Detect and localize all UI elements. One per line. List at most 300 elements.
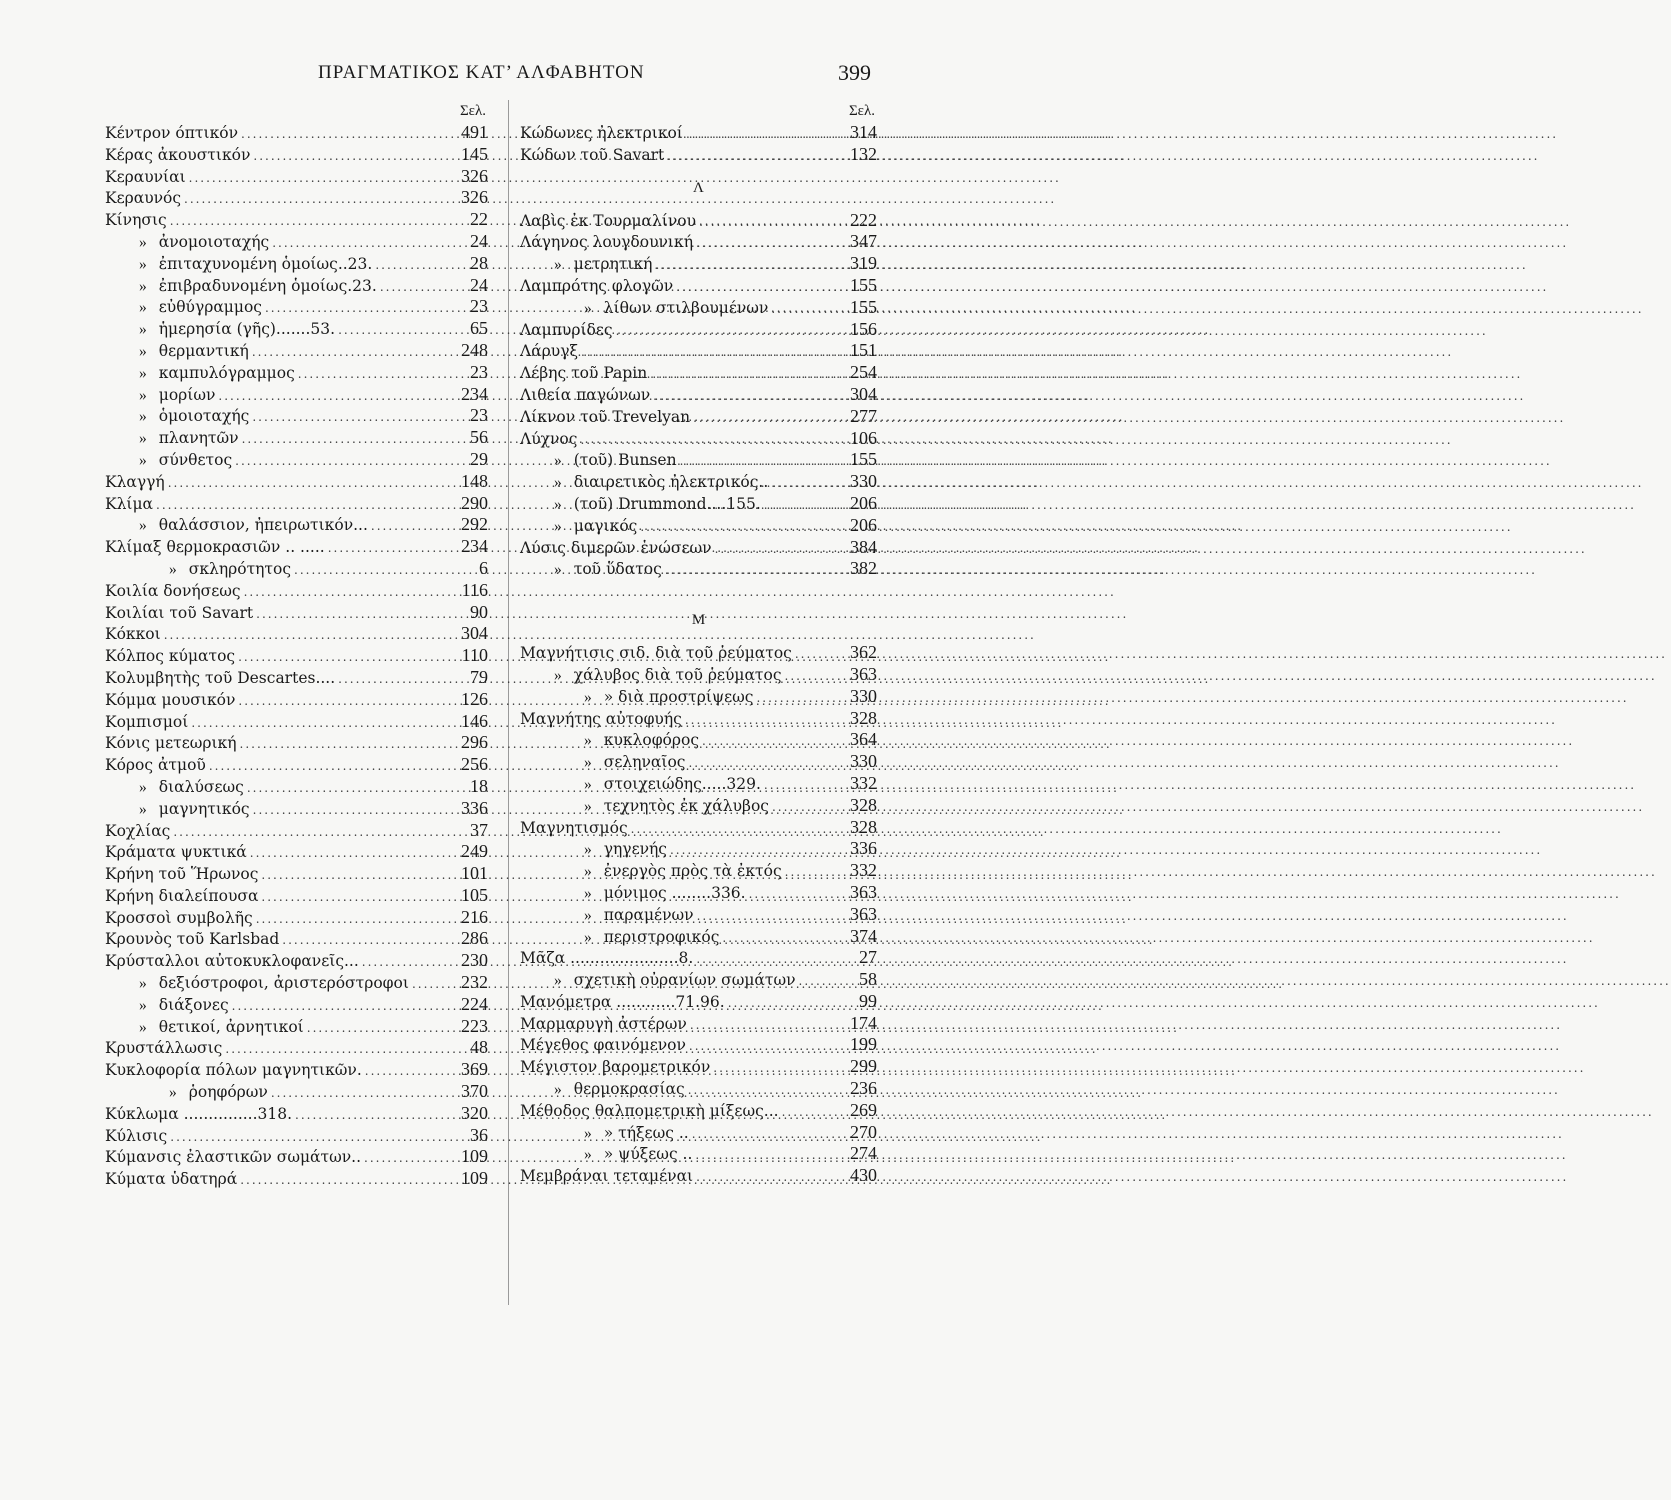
entry-page: 174 [850, 1012, 877, 1033]
dot-leader [232, 996, 458, 1018]
index-entry [520, 1122, 877, 1144]
entry-page: 232 [461, 972, 488, 993]
ditto-mark: » [584, 299, 592, 317]
ditto-mark: » [554, 256, 562, 274]
ditto-mark: » [584, 775, 592, 793]
entry-term: μαγνητικός [158, 799, 250, 818]
index-entry [520, 1143, 877, 1165]
entry-page: 56 [470, 427, 488, 448]
dot-leader [380, 277, 467, 299]
dot-leader [371, 516, 458, 538]
ditto-mark: » [554, 972, 562, 990]
dot-leader [692, 1124, 847, 1146]
dot-leader [375, 255, 467, 277]
dot-leader [156, 495, 458, 517]
index-entry [520, 751, 877, 773]
index-column-right [520, 100, 877, 1310]
index-entry [105, 950, 488, 972]
index-entry [520, 969, 877, 991]
entry-term: διαιρετικὸς ἠλεκτρικός.. [573, 473, 769, 492]
ditto-mark: » [584, 754, 592, 772]
index-entry [520, 275, 877, 297]
entry-term: Μεμβράναι τεταμέναι [520, 1167, 694, 1186]
dot-leader [256, 604, 467, 626]
entry-page: 216 [461, 906, 488, 927]
index-entry [105, 776, 488, 798]
index-entry [520, 817, 877, 839]
index-entry [105, 253, 488, 275]
dot-leader [238, 647, 459, 669]
dot-leader [253, 146, 458, 168]
dot-leader [764, 495, 847, 517]
entry-term: Κλίμαξ θερμοκρασιῶν .. ..... [105, 538, 325, 557]
dot-leader [782, 1102, 847, 1124]
entry-page: 155 [850, 449, 877, 470]
entry-page: 314 [850, 122, 877, 142]
index-entry [520, 773, 877, 795]
entry-term: Κώδωνες ἠλεκτρικοί [520, 124, 683, 142]
entry-term: Κοχλίας [105, 821, 171, 840]
index-entry [520, 1034, 877, 1056]
entry-term: Κύκλωμα ...............318. [105, 1104, 293, 1123]
entry-page: 236 [850, 1078, 877, 1099]
running-title: ΠΡΑΓΜΑΤΙΚΟΣ ΚΑΤ’ ΑΛΦΑΒΗΤΟΝ [318, 62, 645, 83]
entry-term: μετρητική [573, 255, 653, 274]
ditto-mark: » [139, 321, 147, 339]
index-entry [105, 493, 488, 515]
entry-page: 384 [850, 536, 877, 557]
index-entry [105, 602, 488, 624]
entry-term: Λάρυγξ [520, 342, 578, 361]
entry-page: 223 [461, 1015, 488, 1036]
entry-page: 328 [850, 794, 877, 815]
ditto-mark: » [139, 233, 147, 251]
dot-leader [298, 364, 467, 386]
entry-term: » τήξεως .. [603, 1123, 689, 1142]
dot-leader [252, 342, 458, 364]
page-number: 399 [838, 60, 871, 85]
ditto-mark: » [584, 884, 592, 902]
entry-page: 363 [850, 903, 877, 924]
entry-term: Λιθεία παγώνων [520, 385, 651, 404]
index-entry [520, 729, 877, 751]
entry-term: θερμαντική [158, 341, 249, 360]
entry-term: Κρύσταλλοι αὐτοκυκλοφανεῖς... [105, 952, 359, 971]
dot-leader [670, 840, 847, 862]
index-entry [520, 384, 877, 406]
dot-leader [261, 887, 458, 909]
entry-term: Κέρας ἀκουστικόν [105, 145, 251, 164]
index-entry [105, 514, 488, 536]
entry-term: Μαρμαρυγὴ ἀστέρων [520, 1014, 687, 1033]
entry-page: 370 [461, 1081, 488, 1102]
dot-leader [241, 124, 458, 146]
entry-page: 330 [850, 685, 877, 706]
entry-term: (τοῦ) Drummond....155. [573, 494, 761, 513]
index-entry [105, 623, 488, 645]
dot-leader [412, 974, 458, 996]
entry-term: Κρήνη τοῦ Ἥρωνος [105, 865, 259, 884]
dot-leader [702, 731, 847, 753]
entry-term: λίθων στιλβουμένων [603, 298, 769, 317]
entry-term: (τοῦ) Bunsen [573, 451, 677, 470]
entry-page: 319 [850, 253, 877, 274]
ditto-mark: » [584, 688, 592, 706]
ditto-mark: » [139, 800, 147, 818]
dot-leader [244, 582, 459, 604]
dot-leader [338, 320, 467, 342]
entry-term: σύνθετος [158, 450, 233, 469]
entry-page: 248 [461, 339, 488, 360]
index-entry [520, 231, 877, 253]
dot-leader [170, 211, 467, 233]
entry-page: 304 [461, 623, 488, 644]
entry-term: Κόρος ἀτμοῦ [105, 756, 206, 775]
dot-leader [772, 797, 847, 819]
ditto-mark: » [584, 928, 592, 946]
entry-page: 330 [850, 471, 877, 492]
index-entry [520, 449, 877, 471]
index-entry [520, 406, 877, 428]
entry-term: θερμοκρασίας [573, 1080, 685, 1099]
index-entry [105, 645, 488, 667]
entry-page: 296 [461, 732, 488, 753]
entry-page: 23 [470, 361, 488, 382]
dot-leader [365, 1061, 458, 1083]
entry-term: Κρουνὸς τοῦ Karlsbad [105, 930, 280, 949]
dot-leader [640, 517, 847, 539]
index-entry [105, 1037, 488, 1059]
index-entry [105, 798, 488, 820]
entry-term: διαλύσεως [158, 777, 244, 796]
index-entry [105, 1146, 488, 1168]
entry-page: 126 [461, 688, 488, 709]
entry-term: σεληναῖος [603, 753, 686, 772]
dot-leader [581, 342, 847, 364]
ditto-mark: » [139, 430, 147, 448]
dot-leader [271, 1083, 458, 1105]
entry-page: 328 [850, 816, 877, 837]
entry-page: 148 [461, 470, 488, 491]
index-entry [520, 904, 877, 926]
index-entry [520, 1165, 877, 1187]
dot-leader [164, 625, 458, 647]
index-entry [520, 515, 877, 537]
ditto-mark: » [139, 451, 147, 469]
entry-page: 230 [461, 950, 488, 971]
entry-term: Κροσσοὶ συμβολῆς [105, 908, 253, 927]
index-entry [520, 340, 877, 362]
index-entry [520, 319, 877, 341]
entry-page: 110 [461, 645, 488, 666]
entry-term: Κλαγγή [105, 472, 165, 491]
dot-leader [686, 124, 847, 146]
page-header [0, 58, 1049, 88]
entry-page: 274 [850, 1143, 877, 1164]
entry-list [520, 642, 877, 1187]
entry-term: στοιχειώδης.....329. [603, 774, 761, 793]
entry-page: 29 [470, 448, 488, 469]
entry-page: 234 [461, 536, 488, 557]
entry-term: ῥοηφόρων [188, 1083, 268, 1102]
entry-page: 363 [850, 663, 877, 684]
index-entry [105, 863, 488, 885]
entry-term: Κόλπος κύματος [105, 647, 236, 666]
entry-term: Κώδων τοῦ Savart [520, 145, 665, 164]
dot-leader [184, 189, 458, 211]
entry-term: χάλυβος διὰ τοῦ ῥεύματος [573, 665, 782, 684]
entry-page: 222 [850, 209, 877, 230]
index-entry [105, 318, 488, 340]
entry-term: κυκλοφόρος [603, 731, 700, 750]
ditto-mark: » [139, 277, 147, 295]
dot-leader [771, 299, 847, 321]
entry-page: 37 [470, 819, 488, 840]
entry-term: Μᾶζα ......................8. [520, 949, 694, 968]
index-entry [105, 580, 488, 602]
entry-term: θετικοί, ἀρνητικοί [158, 1017, 304, 1036]
entry-term: Λαβὶς ἐκ Τουρμαλίνου [520, 211, 697, 230]
entry-page: 328 [850, 707, 877, 728]
index-entry [105, 449, 488, 471]
ditto-mark: » [169, 560, 177, 578]
entry-page: 151 [850, 340, 877, 361]
index-entry [520, 686, 877, 708]
entry-term: τεχνητὸς ἐκ χάλυβος [603, 796, 769, 815]
dot-leader [307, 1018, 458, 1040]
dot-leader [756, 688, 847, 710]
index-entry [520, 1100, 877, 1122]
index-entry [105, 144, 488, 166]
index-entry [520, 708, 877, 730]
dot-leader [631, 819, 847, 841]
index-entry [105, 667, 488, 689]
entry-page: 374 [850, 925, 877, 946]
dot-leader [168, 473, 458, 495]
entry-page: 99 [859, 990, 877, 1011]
index-entry [520, 795, 877, 817]
entry-term: Λίκνον τοῦ Trevelyan [520, 407, 691, 426]
ditto-mark: » [584, 797, 592, 815]
entry-page: 363 [850, 881, 877, 902]
dot-leader [655, 255, 847, 277]
entry-page: 206 [850, 492, 877, 513]
entry-page: 24 [470, 274, 488, 295]
index-column-left [105, 100, 488, 1310]
index-entry [520, 558, 877, 580]
index-entry [520, 860, 877, 882]
index-entry [520, 253, 877, 275]
index-entry [520, 642, 877, 664]
entry-page: 116 [461, 579, 488, 600]
dot-leader [218, 386, 458, 408]
entry-page: 290 [461, 492, 488, 513]
entry-term: μορίων [158, 385, 216, 404]
ditto-mark: » [139, 778, 147, 796]
dot-leader [252, 407, 467, 429]
entry-page: 249 [461, 841, 488, 862]
entry-page: 254 [850, 362, 877, 383]
ditto-mark: » [139, 364, 147, 382]
index-entry [105, 885, 488, 907]
dot-leader [695, 1145, 847, 1167]
entry-term: ἐνεργὸς πρὸς τὰ ἐκτός [603, 862, 782, 881]
ditto-mark: » [554, 561, 562, 579]
entry-term: τοῦ ὕδατος [573, 560, 662, 579]
index-entry [105, 820, 488, 842]
entry-page: 256 [461, 754, 488, 775]
entry-page: 362 [850, 642, 877, 663]
dot-leader [338, 669, 467, 691]
entry-term: Λύχνος [520, 429, 578, 448]
dot-leader [295, 1105, 458, 1127]
entry-term: » διὰ προστρίψεως [603, 687, 754, 706]
entry-term: γηγενής [603, 840, 667, 859]
dot-leader [715, 539, 847, 561]
entry-term: ἐπιταχυνομένη ὁμοίως..23. [158, 254, 373, 273]
entry-page: 430 [850, 1165, 877, 1186]
index-entry [520, 926, 877, 948]
index-entry [105, 841, 488, 863]
dot-leader [785, 666, 847, 688]
index-entry [105, 928, 488, 950]
entry-page: 18 [470, 775, 488, 796]
index-entry [105, 405, 488, 427]
entry-page: 234 [461, 383, 488, 404]
entry-term: ἐπιβραδυνομένη ὁμοίως.23. [158, 276, 377, 295]
index-entry [520, 882, 877, 904]
entry-page: 101 [461, 863, 488, 884]
ditto-mark: » [554, 1081, 562, 1099]
index-entry [105, 972, 488, 994]
index-entry [520, 947, 877, 969]
entry-page: 79 [470, 666, 488, 687]
index-entry [520, 1013, 877, 1035]
index-entry [520, 1078, 877, 1100]
index-entry [520, 362, 877, 384]
entry-term: Κεραυνίαι [105, 167, 186, 186]
entry-list [520, 210, 877, 581]
ditto-mark: » [139, 342, 147, 360]
dot-leader [235, 451, 467, 473]
index-entry [520, 210, 877, 232]
dot-leader [261, 865, 458, 887]
entry-term: περιστροφικός [603, 927, 720, 946]
entry-page: 106 [850, 427, 877, 448]
index-entry [520, 471, 877, 493]
dot-leader [265, 298, 467, 320]
entry-page: 24 [470, 230, 488, 251]
entry-page: 326 [461, 165, 488, 186]
entry-term: » ψύξεως .. [603, 1145, 693, 1164]
entry-term: Μέγιστον βαρομετρικόν [520, 1058, 711, 1077]
ditto-mark: » [584, 1124, 592, 1142]
dot-leader [242, 429, 467, 451]
entry-page: 320 [461, 1102, 488, 1123]
ditto-mark: » [554, 666, 562, 684]
entry-page: 270 [850, 1121, 877, 1142]
ditto-mark: » [554, 474, 562, 492]
entry-term: Μέγεθος φαινόμενον [520, 1036, 686, 1055]
entry-term: Μαγνήτισις σιδ. διὰ τοῦ ῥεύματος [520, 644, 792, 663]
entry-page: 146 [461, 710, 488, 731]
index-entry [520, 493, 877, 515]
entry-term: Λαμπρότης φλογῶν [520, 276, 674, 295]
entry-page: 23 [470, 296, 488, 317]
index-entry [105, 209, 488, 231]
entry-term: Μαγνητισμός [520, 818, 628, 837]
section-letter-lambda: Λ [693, 179, 704, 196]
entry-page: 22 [470, 209, 488, 230]
entry-term: Κόμμα μουσικόν [105, 690, 236, 709]
entry-page: 369 [461, 1059, 488, 1080]
dot-leader [650, 364, 847, 386]
entry-term: Κίνησις [105, 211, 167, 230]
index-entry [105, 711, 488, 733]
index-entry [105, 1168, 488, 1190]
entry-term: Κομπισμοί [105, 712, 189, 731]
entry-page: 90 [470, 601, 488, 622]
index-entry [520, 297, 877, 319]
dot-leader [764, 775, 847, 797]
index-entry [520, 144, 877, 166]
ditto-mark: » [584, 841, 592, 859]
entry-term: πλανητῶν [158, 429, 239, 448]
dot-leader [294, 560, 476, 582]
entry-term: Μέθοδος θαλπομετρικὴ μίξεως... [520, 1101, 779, 1120]
index-entry [105, 187, 488, 209]
entry-page: 109 [461, 1146, 488, 1167]
entry-page: 224 [461, 993, 488, 1014]
dot-leader [795, 644, 847, 666]
entry-term: Κράματα ψυκτικά [105, 843, 247, 862]
dot-leader [253, 800, 458, 822]
entry-term: Κοιλίαι τοῦ Savart [105, 603, 254, 622]
index-entry [105, 536, 488, 558]
index-entry [105, 1016, 488, 1038]
dot-leader [749, 884, 847, 906]
entry-term: Κρυστάλλωσις [105, 1039, 223, 1058]
index-entry [105, 231, 488, 253]
index-entry [105, 296, 488, 318]
index-entry [105, 122, 488, 144]
ditto-mark: » [584, 732, 592, 750]
ditto-mark: » [169, 1084, 177, 1102]
entry-page: 304 [850, 383, 877, 404]
index-entry [105, 994, 488, 1016]
entry-term: Μανόμετρα ............71.96. [520, 992, 725, 1011]
entry-page: 27 [859, 947, 877, 968]
dot-leader [699, 212, 847, 234]
ditto-mark: » [139, 408, 147, 426]
dot-leader [771, 473, 847, 495]
entry-term: διάξονες [158, 995, 229, 1014]
dot-leader [282, 930, 458, 952]
page-column-label: Σελ. [848, 103, 875, 119]
index-entry [105, 558, 488, 580]
dot-leader [364, 1148, 458, 1170]
entry-page: 58 [859, 969, 877, 990]
ditto-mark: » [139, 255, 147, 273]
ditto-mark: » [584, 1146, 592, 1164]
ditto-mark: » [139, 1018, 147, 1036]
ditto-mark: » [584, 863, 592, 881]
entry-term: μαγικός [573, 516, 638, 535]
dot-leader [209, 756, 458, 778]
entry-term: Λάγηνος λουγδουνική [520, 233, 693, 252]
entry-term: ἀνομοιοταχής [158, 232, 270, 251]
ditto-mark: » [139, 517, 147, 535]
